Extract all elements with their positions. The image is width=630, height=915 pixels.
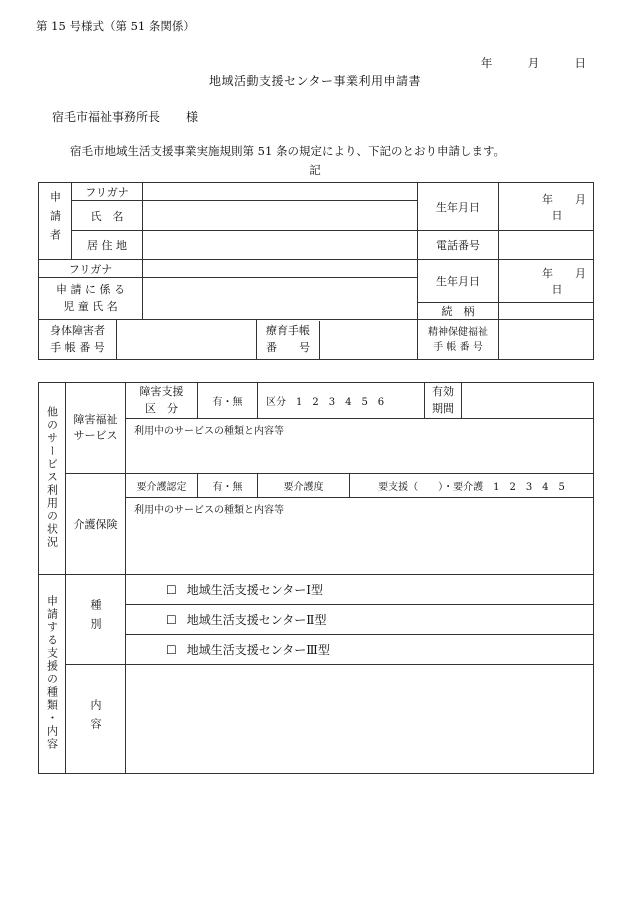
applicant-section-label: 申請者 (39, 183, 72, 260)
ryoiku-handbook-label: 療育手帳 番 号 (257, 321, 320, 359)
mental-handbook-field[interactable] (499, 320, 594, 360)
child-birthdate-label: 生年月日 (418, 260, 499, 303)
applicant-phone-label: 電話番号 (418, 231, 499, 260)
valid-period-field[interactable] (462, 383, 594, 419)
care-level-label: 要介護度 (258, 474, 350, 498)
request-type-1[interactable]: ☐ 地域生活支援センターⅠ型 (126, 575, 594, 605)
applicant-birthdate-label: 生年月日 (418, 183, 499, 231)
applicant-address-label: 居 住 地 (72, 231, 143, 260)
child-name-label: 申 請 に 係 る 児 童 氏 名 (39, 278, 143, 320)
care-level-scale[interactable]: 要支援（ ）・要介護 1 2 3 4 5 (350, 474, 594, 498)
checkbox-icon: ☐ (166, 583, 177, 597)
mental-handbook-label: 精神保健福祉 手 帳 番 号 (418, 320, 499, 360)
disability-category-scale[interactable]: 区分 1 2 3 4 5 6 (258, 383, 425, 419)
child-relation-label: 続 柄 (418, 303, 499, 320)
applicant-birthdate-field[interactable]: 年 月日 (499, 183, 594, 231)
request-section-label: 申請する支援の種類・内容 (39, 575, 66, 774)
valid-period-label: 有効 期間 (425, 383, 462, 419)
ki-label: 記 (309, 163, 321, 177)
document-title: 地域活動支援センター事業利用申請書 (208, 74, 422, 88)
welfare-usage-desc[interactable]: 利用中のサービスの種類と内容等 (126, 419, 594, 474)
date-day-label: 日 (574, 56, 586, 70)
date-year-label: 年 (480, 56, 493, 70)
form-number: 第 15 号様式（第 51 条関係） (36, 19, 195, 33)
care-usage-desc[interactable]: 利用中のサービスの種類と内容等 (126, 498, 594, 575)
disability-yes-no[interactable]: 有・無 (198, 383, 258, 419)
child-relation-field[interactable] (499, 303, 594, 320)
intro-text: 宿毛市地域生活支援事業実施規則第 51 条の規定により、下記のとおり申請します。 (70, 144, 506, 158)
applicant-table (38, 182, 594, 360)
checkbox-icon: ☐ (166, 613, 177, 627)
applicant-address-field[interactable] (143, 231, 418, 260)
applicant-name-label: 氏 名 (72, 201, 143, 231)
addressee-name: 宿毛市福祉事務所長 (52, 110, 161, 124)
welfare-services-label: 障害福祉 サービス (66, 383, 126, 474)
disability-category-label: 障害支援 区 分 (126, 383, 198, 419)
date-month-label: 月 (527, 56, 540, 70)
physical-handbook-label: 身体障害者 手 帳 番 号 (39, 320, 117, 360)
care-yes-no[interactable]: 有・無 (198, 474, 258, 498)
child-furigana-label: フリガナ (39, 260, 143, 278)
addressee (52, 108, 198, 125)
applicant-name-field[interactable] (143, 201, 418, 231)
request-type-label: 種別 (66, 575, 126, 665)
care-cert-label: 要介護認定 (126, 474, 198, 498)
other-services-section-label: 他のサービス利用の状況 (39, 383, 66, 575)
physical-handbook-field[interactable] (117, 320, 257, 360)
request-type-3[interactable]: ☐ 地域生活支援センターⅢ型 (126, 635, 594, 665)
care-insurance-label: 介護保険 (66, 474, 126, 575)
applicant-phone-field[interactable] (499, 231, 594, 260)
ryoiku-handbook-cell (257, 320, 418, 360)
services-table (38, 382, 594, 774)
applicant-furigana-label: フリガナ (72, 183, 143, 201)
child-furigana-field[interactable] (143, 260, 418, 278)
ryoiku-handbook-field[interactable] (320, 321, 418, 359)
applicant-furigana-field[interactable] (143, 183, 418, 201)
addressee-suffix: 様 (186, 110, 199, 124)
checkbox-icon: ☐ (166, 643, 177, 657)
application-date (481, 55, 586, 71)
request-content-field[interactable] (126, 665, 594, 774)
request-content-label: 内容 (66, 665, 126, 774)
child-birthdate-field[interactable]: 年 月日 (499, 260, 594, 303)
request-type-2[interactable]: ☐ 地域生活支援センターⅡ型 (126, 605, 594, 635)
child-name-field[interactable] (143, 278, 418, 320)
